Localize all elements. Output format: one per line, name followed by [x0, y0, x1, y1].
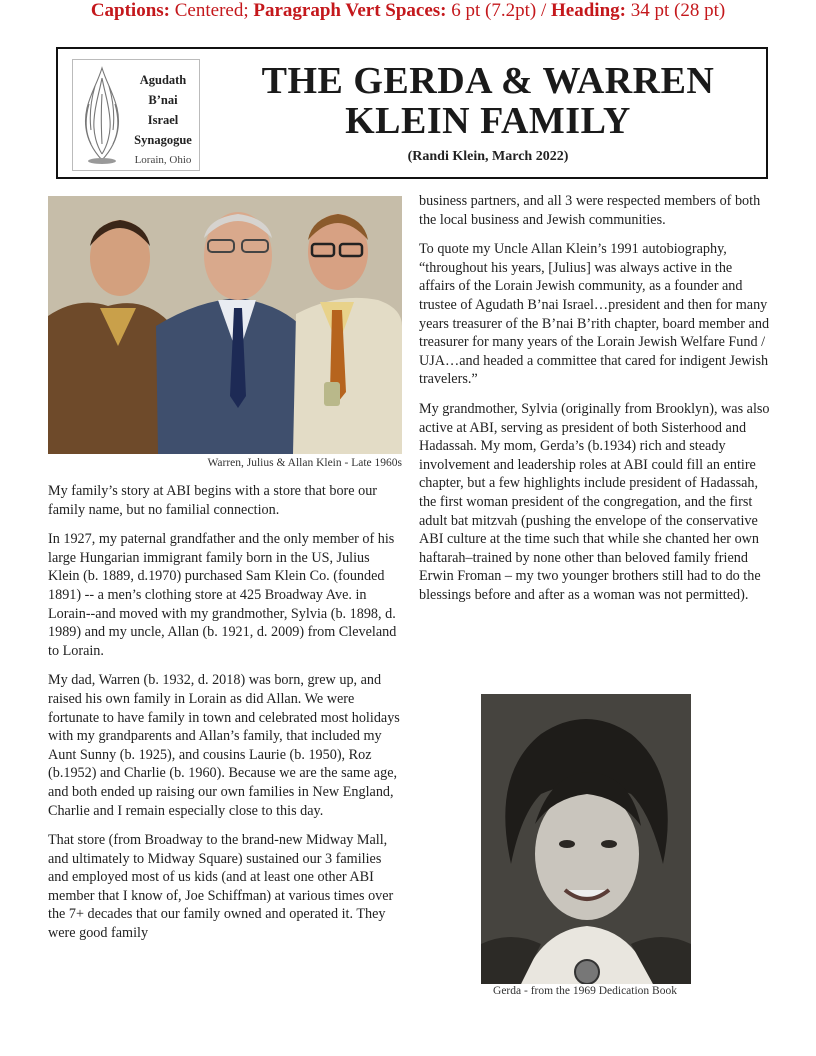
synagogue-logo: [72, 59, 200, 171]
photo-caption-gerda: Gerda - from the 1969 Dedication Book: [493, 985, 677, 997]
masthead: [56, 47, 768, 179]
paragraph: My family’s story at ABI begins with a store that bore our family name, but no familial connection.: [48, 483, 378, 518]
article-left-column: [48, 482, 404, 954]
paragraph: That store (from Broadway to the brand-new Midway Mall, and ultimately to Midway Square) sustained our 3 families and employed most of us kids (and at least one other ABI member that I know of, Joe Schiffman) at various times over the 7+ decades that our family owned and operated it. They were good family: [48, 832, 394, 942]
paragraph: My grandmother, Sylvia (originally from Brooklyn), was also active at ABI, serving as president of both Sisterhood and Hadassah. My mom, Gerda’s (b.1934) rich and steady involvement and leadership roles at ABI could fill an entire chapter, but a few highlights include president of Hadassah, the first woman president of the congregation, and the first adult bat mitzvah (pushing the envelope of the conservative ABI culture at the time such that while she chanted her own haftarah–trained by none other than beloved family friend Erwin Froman – my two younger brothers still had to do the blessings before and after as a woman was not permitted).: [419, 400, 770, 603]
photo-gerda: [481, 694, 691, 984]
flame-icon: [77, 64, 127, 166]
paragraph: business partners, and all 3 were respected members of both the local business and Jewish communities.: [419, 193, 761, 228]
paragraph: To quote my Uncle Allan Klein’s 1991 autobiography, “throughout his years, [Julius] was always active in the affairs of the Lorain Jewish community, as a founder and trustee of Agudath B’nai Israel…president and then for many years treasurer of the B’nai B’rith chapter, board member and treasurer for many years of the Lorain Jewish Welfare Fund / UJA…and headed a committee that cared for indigent Jewish travelers.”: [419, 241, 770, 388]
logo-city: Lorain, Ohio: [134, 154, 192, 166]
photo-caption-men: Warren, Julius & Allan Klein - Late 1960s: [207, 457, 402, 469]
paragraph: In 1927, my paternal grandfather and the only member of his large Hungarian immigrant family born in the US, Julius Klein (b. 1889, d.1970) purchased Sam Klein Co. (founded 1891) -- a men’s clothing store at 425 Broadway Ave. in Lorain--and moved with my grandmother, Sylvia (b. 1898, d. 1989) and my uncle, Allan (b. 1921, d. 2009) from Cleveland to Lorain.: [48, 531, 397, 659]
page-title: THE GERDA & WARREN KLEIN FAMILY: [261, 60, 715, 142]
article-right-column: [419, 192, 771, 615]
byline: (Randi Klein, March 2022): [407, 149, 569, 164]
logo-name: Agudath B’nai Israel Synagogue: [134, 73, 192, 147]
paragraph: My dad, Warren (b. 1932, d. 2018) was born, grew up, and raised his own family in Lorain as did Allan. We were fortunate to have family in town and celebrated most holidays with my grandparents and Allan’s family, that included my Aunt Sunny (b. 1925), and cousins Laurie (b. 1950), Roz (b.1952) and Charlie (b. 1960). Because we are the same age, and both ended up raising our own families in New England, Charlie and I remain especially close to this day.: [48, 672, 400, 819]
formatting-note: Captions: Centered; Paragraph Vert Spaces: 6 pt (7.2pt) / Heading: 34 pt (28 pt): [90, 0, 726, 21]
photo-klein-men: [48, 196, 402, 454]
